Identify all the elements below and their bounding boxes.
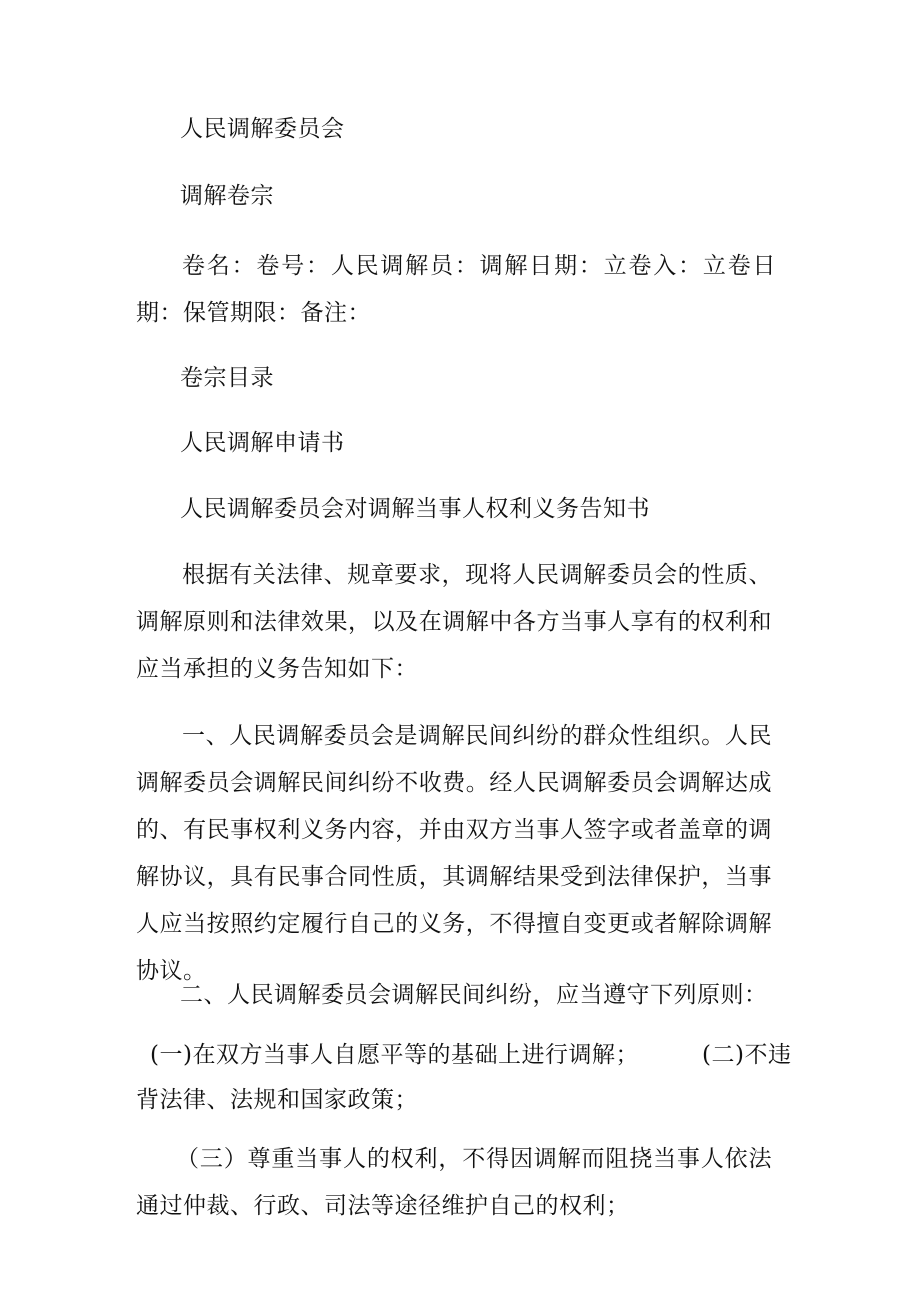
heading-committee: 人民调解委员会 [180, 116, 345, 142]
heading-dossier: 调解卷宗 [180, 183, 274, 209]
heading-catalog: 卷宗目录 [180, 365, 274, 391]
heading-application: 人民调解申请书 [180, 430, 345, 456]
section-one-paragraph: 一、人民调解委员会是调解民间纠纷的群众性组织。人民调解委员会调解民间纠纷不收费。经人民调解委员会调解达成的、有民事权利义务内容，并由双方当事人签字或者盖章的调解协议，具有民事合同性质，其调解结果受到法律保护，当事人应当按照约定履行自己的义务，不得擅自变更或者解除调解协议。 [136, 723, 772, 984]
principle-three: （三）尊重当事人的权利，不得因调解而阻挠当事人依法通过仲裁、行政、司法等途径维护自己的权利； [136, 1146, 772, 1219]
principle-two-start: (二)不违 [702, 1042, 792, 1068]
intro-paragraph: 根据有关法律、规章要求，现将人民调解委员会的性质、调解原则和法律效果，以及在调解中各方当事人享有的权利和应当承担的义务告知如下： [136, 562, 772, 682]
heading-notice: 人民调解委员会对调解当事人权利义务告知书 [180, 496, 650, 522]
section-two-heading: 二、人民调解委员会调解民间纠纷，应当遵守下列原则： [180, 982, 768, 1008]
principle-one: (一)在双方当事人自愿平等的基础上进行调解； [150, 1042, 639, 1068]
principle-two-end: 背法律、法规和国家政策； [136, 1087, 418, 1113]
principle-row [150, 1032, 790, 1078]
dossier-fields: 卷名：卷号：人民调解员：调解日期：立卷入：立卷日期：保管期限：备注： [136, 253, 776, 326]
